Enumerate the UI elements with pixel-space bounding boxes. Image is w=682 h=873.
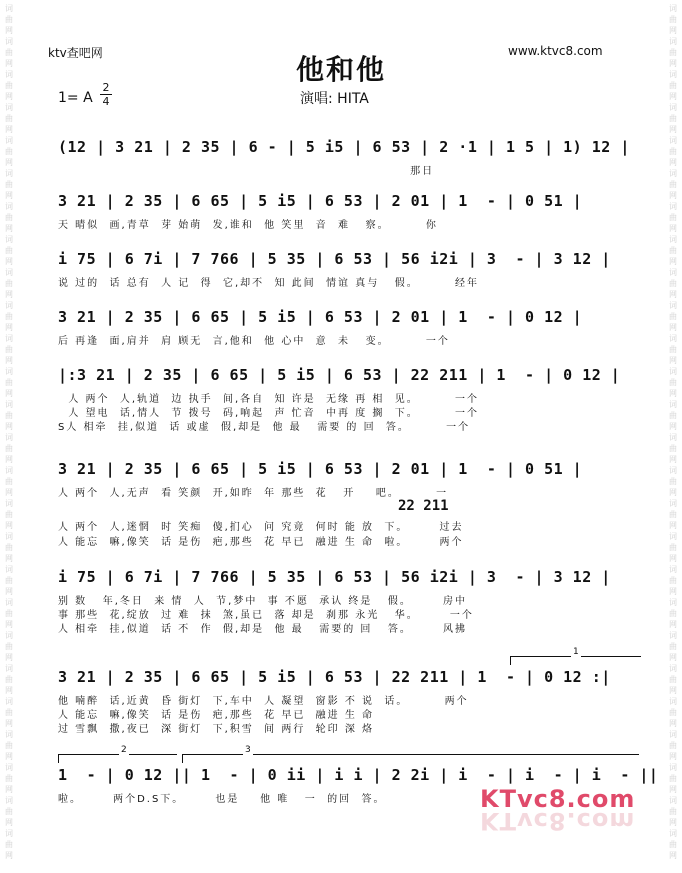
watermark-glyph: 网 <box>5 488 13 497</box>
volta-label: 3 <box>245 745 251 755</box>
watermark-glyph: 词 <box>669 664 677 673</box>
watermark-glyph: 网 <box>5 356 13 365</box>
meter-top: 2 <box>102 81 110 94</box>
watermark-glyph: 网 <box>5 92 13 101</box>
site-logo: KTvc8.com <box>480 785 636 813</box>
lyric-line: 过 雪飘 撒,夜已 深 街灯 下,积雪 间 两行 轮印 深 烙 <box>58 724 375 735</box>
volta-label: 2 <box>121 745 127 755</box>
watermark-glyph: 词 <box>5 631 13 640</box>
watermark-glyph: 词 <box>669 37 677 46</box>
watermark-glyph: 词 <box>669 70 677 79</box>
watermark-glyph: 网 <box>5 752 13 761</box>
watermark-glyph: 曲 <box>669 213 677 222</box>
watermark-glyph: 曲 <box>5 15 13 24</box>
watermark-glyph: 词 <box>5 235 13 244</box>
meter-bottom: 4 <box>102 95 110 108</box>
watermark-glyph: 网 <box>5 818 13 827</box>
watermark-glyph: 曲 <box>669 411 677 420</box>
watermark-glyph: 网 <box>5 59 13 68</box>
lyric-line: S人 相牵 挂,似道 话 或虚 假,却是 他 最 需要 的 回 答。 一个 <box>58 422 471 433</box>
watermark-glyph: 词 <box>669 103 677 112</box>
watermark-glyph: 曲 <box>669 609 677 618</box>
watermark-glyph: 曲 <box>669 642 677 651</box>
watermark-glyph: 词 <box>5 532 13 541</box>
watermark-glyph: 网 <box>669 356 677 365</box>
singer-credit: 演唱: HITA <box>300 91 369 107</box>
lyric-line: 人 两个 人,迷惘 时 笑痴 傻,扪心 问 究竟 何时 能 放 下。 过去 <box>58 522 464 533</box>
watermark-glyph: 词 <box>5 4 13 13</box>
watermark-glyph: 词 <box>669 334 677 343</box>
watermark-glyph: 曲 <box>669 840 677 849</box>
notation-line: 3 21 | 2 35 | 6 65 | 5 i5 | 6 53 | 22 211 | 1 - | 0 12 :| <box>58 668 611 686</box>
watermark-glyph: 词 <box>5 565 13 574</box>
watermark-glyph: 词 <box>5 664 13 673</box>
volta-bracket <box>182 745 639 763</box>
watermark-glyph: 网 <box>669 653 677 662</box>
watermark-glyph: 词 <box>5 499 13 508</box>
watermark-glyph: 词 <box>5 829 13 838</box>
watermark-glyph: 曲 <box>5 180 13 189</box>
watermark-glyph: 词 <box>669 367 677 376</box>
notation-line: 3 21 | 2 35 | 6 65 | 5 i5 | 6 53 | 2 01 | 1 - | 0 51 | <box>58 192 583 210</box>
watermark-glyph: 网 <box>5 224 13 233</box>
watermark-glyph: 曲 <box>669 48 677 57</box>
watermark-glyph: 曲 <box>669 774 677 783</box>
watermark-glyph: 网 <box>5 455 13 464</box>
watermark-glyph: 网 <box>669 191 677 200</box>
watermark-glyph: 网 <box>5 554 13 563</box>
watermark-glyph: 网 <box>669 554 677 563</box>
watermark-glyph: 曲 <box>669 279 677 288</box>
watermark-glyph: 词 <box>669 136 677 145</box>
watermark-glyph: 曲 <box>5 576 13 585</box>
lyric-line: 人 能忘 嘛,像笑 话 是伤 疤,那些 花 早已 融进 生 命 <box>58 710 375 721</box>
watermark-glyph: 词 <box>5 202 13 211</box>
notation-line: 3 21 | 2 35 | 6 65 | 5 i5 | 6 53 | 2 01 | 1 - | 0 12 | <box>58 308 583 326</box>
watermark-glyph: 词 <box>669 466 677 475</box>
volta-label: 1 <box>573 647 579 657</box>
lyric-line: 天 晴似 画,青草 芽 始萌 发,谁和 他 笑里 音 难 察。 你 <box>58 220 438 231</box>
watermark-glyph: 网 <box>5 26 13 35</box>
watermark-glyph: 网 <box>5 521 13 530</box>
watermark-glyph: 词 <box>669 400 677 409</box>
right-watermark-strip <box>664 0 682 873</box>
watermark-glyph: 网 <box>669 719 677 728</box>
watermark-glyph: 词 <box>5 730 13 739</box>
watermark-glyph: 词 <box>669 301 677 310</box>
watermark-glyph: 词 <box>669 829 677 838</box>
left-watermark-strip <box>0 0 18 873</box>
watermark-glyph: 曲 <box>669 807 677 816</box>
watermark-glyph: 词 <box>5 169 13 178</box>
watermark-glyph: 曲 <box>669 345 677 354</box>
watermark-glyph: 曲 <box>669 378 677 387</box>
watermark-glyph: 曲 <box>669 576 677 585</box>
watermark-glyph: 网 <box>5 587 13 596</box>
watermark-glyph: 网 <box>669 257 677 266</box>
watermark-glyph: 曲 <box>5 708 13 717</box>
watermark-glyph: 曲 <box>5 114 13 123</box>
watermark-glyph: 网 <box>669 620 677 629</box>
notation-line: |:3 21 | 2 35 | 6 65 | 5 i5 | 6 53 | 22 211 | 1 - | 0 12 | <box>58 366 621 384</box>
watermark-glyph: 曲 <box>669 147 677 156</box>
watermark-glyph: 曲 <box>5 48 13 57</box>
watermark-glyph: 曲 <box>669 510 677 519</box>
watermark-glyph: 曲 <box>669 180 677 189</box>
watermark-glyph: 词 <box>5 268 13 277</box>
watermark-glyph: 曲 <box>5 741 13 750</box>
watermark-glyph: 词 <box>5 433 13 442</box>
watermark-glyph: 网 <box>5 323 13 332</box>
watermark-glyph: 曲 <box>669 675 677 684</box>
watermark-glyph: 曲 <box>5 444 13 453</box>
watermark-glyph: 词 <box>669 202 677 211</box>
watermark-glyph: 曲 <box>669 741 677 750</box>
watermark-glyph: 词 <box>669 499 677 508</box>
watermark-glyph: 曲 <box>5 81 13 90</box>
watermark-glyph: 网 <box>669 92 677 101</box>
watermark-glyph: 网 <box>5 851 13 860</box>
lyric-line: 啦。 两个D.S下。 也是 他 唯 一 的回 答。 <box>58 794 386 805</box>
watermark-glyph: 曲 <box>5 312 13 321</box>
watermark-glyph: 网 <box>5 158 13 167</box>
watermark-glyph: 曲 <box>669 81 677 90</box>
notation-line: i 75 | 6 7i | 7 766 | 5 35 | 6 53 | 56 i2i | 3 - | 3 12 | <box>58 250 611 268</box>
watermark-glyph: 曲 <box>5 510 13 519</box>
watermark-glyph: 曲 <box>5 147 13 156</box>
watermark-glyph: 词 <box>669 796 677 805</box>
watermark-glyph: 曲 <box>5 642 13 651</box>
watermark-glyph: 网 <box>669 158 677 167</box>
watermark-glyph: 曲 <box>669 543 677 552</box>
watermark-glyph: 网 <box>669 686 677 695</box>
watermark-glyph: 网 <box>5 257 13 266</box>
watermark-glyph: 网 <box>669 290 677 299</box>
lyric-line: 人 两个 人,无声 看 笑颜 开,如昨 年 那些 花 开 吧。 一 <box>58 488 449 499</box>
watermark-glyph: 曲 <box>5 543 13 552</box>
volta-bracket <box>510 647 641 665</box>
watermark-glyph: 网 <box>669 455 677 464</box>
watermark-glyph: 曲 <box>5 477 13 486</box>
watermark-glyph: 网 <box>669 851 677 860</box>
watermark-glyph: 网 <box>5 422 13 431</box>
watermark-glyph: 网 <box>5 191 13 200</box>
watermark-glyph: 曲 <box>5 774 13 783</box>
watermark-glyph: 词 <box>5 796 13 805</box>
watermark-glyph: 网 <box>669 224 677 233</box>
watermark-glyph: 曲 <box>669 114 677 123</box>
watermark-glyph: 词 <box>5 367 13 376</box>
watermark-glyph: 网 <box>669 818 677 827</box>
watermark-glyph: 网 <box>669 323 677 332</box>
lyric-line: 别 数 年,冬日 来 情 人 节,梦中 事 不愿 承认 终是 假。 房中 <box>58 596 468 607</box>
watermark-glyph: 曲 <box>5 279 13 288</box>
watermark-glyph: 词 <box>5 37 13 46</box>
notation-line: i 75 | 6 7i | 7 766 | 5 35 | 6 53 | 56 i2i | 3 - | 3 12 | <box>58 568 611 586</box>
watermark-glyph: 词 <box>669 565 677 574</box>
time-signature <box>100 82 112 107</box>
watermark-glyph: 网 <box>669 521 677 530</box>
song-title: 他和他 <box>295 53 386 86</box>
watermark-glyph: 词 <box>669 4 677 13</box>
lyric-line: 事 那些 花,绽放 过 难 抹 煞,虽已 落 却是 刹那 永光 华。 一个 <box>58 610 474 621</box>
watermark-glyph: 词 <box>5 763 13 772</box>
watermark-glyph: 词 <box>5 598 13 607</box>
watermark-glyph: 网 <box>669 59 677 68</box>
watermark-glyph: 网 <box>669 389 677 398</box>
watermark-glyph: 网 <box>669 26 677 35</box>
watermark-glyph: 词 <box>5 334 13 343</box>
watermark-glyph: 曲 <box>669 444 677 453</box>
watermark-glyph: 网 <box>669 422 677 431</box>
watermark-glyph: 词 <box>669 730 677 739</box>
watermark-glyph: 网 <box>5 620 13 629</box>
watermark-glyph: 曲 <box>5 675 13 684</box>
watermark-glyph: 词 <box>5 103 13 112</box>
watermark-glyph: 词 <box>669 631 677 640</box>
watermark-glyph: 曲 <box>5 213 13 222</box>
watermark-glyph: 词 <box>669 268 677 277</box>
watermark-glyph: 曲 <box>669 246 677 255</box>
site-logo-reflection: KTvc8.com <box>480 807 636 835</box>
lyric-line: 他 喃醉 话,近黄 昏 街灯 下,车中 人 凝望 窗影 不 说 话。 两个 <box>58 696 469 707</box>
watermark-glyph: 网 <box>5 290 13 299</box>
watermark-glyph: 曲 <box>5 411 13 420</box>
watermark-glyph: 曲 <box>5 246 13 255</box>
watermark-glyph: 网 <box>5 785 13 794</box>
watermark-glyph: 网 <box>669 488 677 497</box>
lyric-line: 那日 <box>58 166 435 177</box>
notation-line: (12 | 3 21 | 2 35 | 6 - | 5 i5 | 6 53 | 2 ·1 | 1 5 | 1) 12 | <box>58 138 630 156</box>
lyric-line: 人 能忘 嘛,像笑 话 是伤 疤,那些 花 早已 融进 生 命 啦。 两个 <box>58 537 464 548</box>
watermark-glyph: 曲 <box>5 609 13 618</box>
watermark-glyph: 网 <box>669 125 677 134</box>
watermark-glyph: 词 <box>669 235 677 244</box>
watermark-glyph: 词 <box>5 70 13 79</box>
watermark-glyph: 网 <box>669 785 677 794</box>
lyric-line: 人 相牵 挂,似道 话 不 作 假,却是 他 最 需要的 回 答。 风拂 <box>58 624 468 635</box>
lyric-line: 后 再逢 面,肩并 肩 顾无 言,他和 他 心中 意 未 变。 一个 <box>58 336 450 347</box>
watermark-glyph: 词 <box>5 136 13 145</box>
watermark-glyph: 网 <box>669 752 677 761</box>
watermark-glyph: 网 <box>5 719 13 728</box>
watermark-glyph: 网 <box>5 125 13 134</box>
key-signature: 1= A <box>58 90 93 106</box>
watermark-glyph: 曲 <box>669 312 677 321</box>
watermark-glyph: 曲 <box>5 840 13 849</box>
alternate-notation: 22 211 <box>398 498 449 514</box>
volta-bracket <box>58 745 177 763</box>
watermark-glyph: 曲 <box>669 708 677 717</box>
site-url-right: www.ktvc8.com <box>508 44 603 58</box>
notation-line: 1 - | 0 12 || 1 - | 0 ii | i i | 2 2i | i - | i - | i - || <box>58 766 659 784</box>
watermark-glyph: 曲 <box>5 378 13 387</box>
watermark-glyph: 曲 <box>5 807 13 816</box>
watermark-glyph: 网 <box>669 587 677 596</box>
watermark-glyph: 曲 <box>669 15 677 24</box>
watermark-glyph: 曲 <box>5 345 13 354</box>
watermark-glyph: 词 <box>5 301 13 310</box>
watermark-glyph: 网 <box>5 653 13 662</box>
notation-line: 3 21 | 2 35 | 6 65 | 5 i5 | 6 53 | 2 01 | 1 - | 0 51 | <box>58 460 583 478</box>
watermark-glyph: 词 <box>669 433 677 442</box>
lyric-line: 说 过的 话 总有 人 记 得 它,却不 知 此间 情谊 真与 假。 经年 <box>58 278 480 289</box>
watermark-glyph: 网 <box>5 389 13 398</box>
lyric-line: 人 望电 话,情人 节 拨号 码,响起 声 忙音 中再 度 搁 下。 一个 <box>58 408 480 419</box>
watermark-glyph: 词 <box>669 169 677 178</box>
watermark-glyph: 词 <box>669 763 677 772</box>
watermark-glyph: 词 <box>669 532 677 541</box>
site-name-left: ktv查吧网 <box>48 46 103 60</box>
lyric-line: 人 两个 人,轨道 边 执手 间,各自 知 许是 无缘 再 相 见。 一个 <box>58 394 480 405</box>
watermark-glyph: 词 <box>5 697 13 706</box>
watermark-glyph: 曲 <box>669 477 677 486</box>
watermark-glyph: 词 <box>669 598 677 607</box>
watermark-glyph: 词 <box>669 697 677 706</box>
watermark-glyph: 词 <box>5 400 13 409</box>
watermark-glyph: 词 <box>5 466 13 475</box>
watermark-glyph: 网 <box>5 686 13 695</box>
